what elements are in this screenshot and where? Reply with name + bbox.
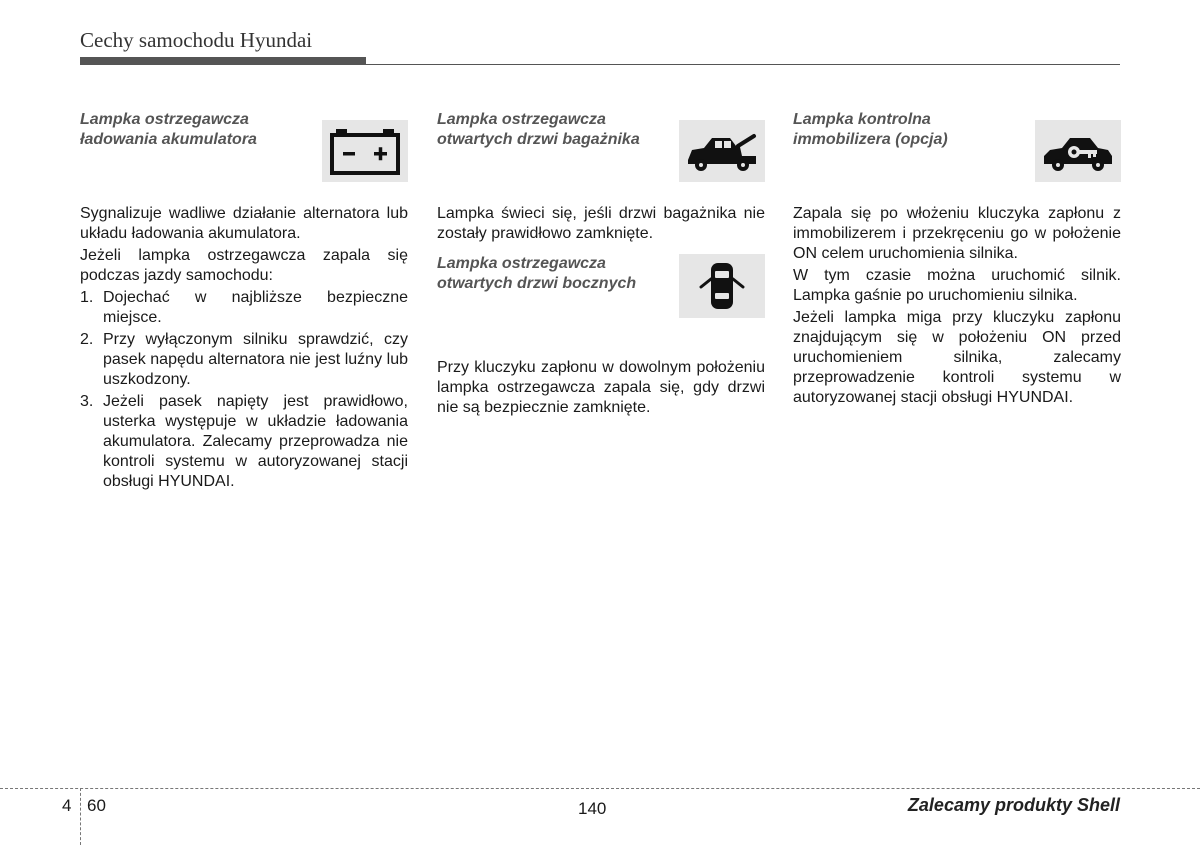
list-item [80, 330, 408, 390]
section-heading [437, 254, 667, 324]
heading-line: Lampka kontrolna [793, 111, 931, 128]
body-paragraph: W tym czasie można uruchomić silnik. Lampka gaśnie po uruchomieniu silnika. [793, 267, 1121, 304]
list-item-number: 2. [80, 331, 94, 348]
list-item-text: Jeżeli pasek napięty jest prawidłowo, usterka występuje w układzie ładowania akumulatora. Zalecamy przeprowadza nie kontroli systemu w autoryzowanej stacji obsługi HYUNDAI. [103, 393, 408, 490]
body-paragraph: Jeżeli lampka miga przy kluczyku zapłonu znajdującym się w położeniu ON przed uruchomieniem silnika, zalecamy przeprowadzenie kontroli systemu w autoryzowanej stacji obsługi HYUNDAI. [793, 309, 1121, 406]
section-heading [80, 110, 310, 180]
column-3 [793, 110, 1121, 410]
footer-slogan: Zalecamy produkty Shell [907, 795, 1120, 815]
body-paragraph: Lampka świeci się, jeśli drzwi bagażnika nie zostały prawidłowo zamknięte. [437, 205, 765, 242]
heading-line: immobilizera (opcja) [793, 131, 948, 148]
page-header-title: Cechy samochodu Hyundai [80, 28, 313, 52]
section-immobilizer [793, 110, 1121, 408]
center-page-number: 140 [578, 799, 607, 818]
steps-list [80, 288, 408, 492]
footer-dashed-divider [80, 788, 81, 845]
list-item-number: 1. [80, 289, 94, 306]
heading-line: otwartych drzwi bocznych [437, 275, 637, 292]
list-item-number: 3. [80, 393, 94, 410]
section-battery-warning [80, 110, 408, 492]
list-item [80, 288, 408, 328]
column-1 [80, 110, 408, 494]
section-heading [437, 110, 667, 180]
heading-line: Lampka ostrzegawcza [437, 255, 606, 272]
trunk-open-icon [679, 120, 765, 182]
page-number: 60 [87, 796, 106, 815]
list-item [80, 392, 408, 492]
immobilizer-icon [1035, 120, 1121, 182]
chapter-number: 4 [62, 796, 72, 815]
heading-line: ładowania akumulatora [80, 131, 257, 148]
footer-dashed-rule [0, 788, 1200, 789]
body-paragraph: Sygnalizuje wadliwe działanie alternatora lub układu ładowania akumulatora. [80, 205, 408, 242]
section-door-open [437, 254, 765, 418]
list-item-text: Przy wyłączonym silniku sprawdzić, czy pasek napędu alternatora nie jest luźny lub uszkodzony. [103, 331, 408, 388]
section-heading [793, 110, 1023, 180]
battery-warning-icon [322, 120, 408, 182]
heading-line: otwartych drzwi bagażnika [437, 131, 640, 148]
header-rule [366, 64, 1120, 65]
body-paragraph: Jeżeli lampka ostrzegawcza zapala się podczas jazdy samochodu: [80, 247, 408, 284]
heading-line: Lampka ostrzegawcza [80, 111, 249, 128]
body-paragraph: Przy kluczyku zapłonu w dowolnym położeniu lampka ostrzegawcza zapala się, gdy drzwi nie są bezpiecznie zamknięte. [437, 359, 765, 416]
body-paragraph: Zapala się po włożeniu kluczyka zapłonu z immobilizerem i przekręceniu go w położenie ON celem uruchomienia silnika. [793, 205, 1121, 262]
list-item-text: Dojechać w najbliższe bezpieczne miejsce. [103, 289, 408, 326]
section-trunk-open [437, 110, 765, 244]
door-open-icon [679, 254, 765, 318]
header-accent-bar [80, 57, 366, 65]
column-2 [437, 110, 765, 420]
heading-line: Lampka ostrzegawcza [437, 111, 606, 128]
